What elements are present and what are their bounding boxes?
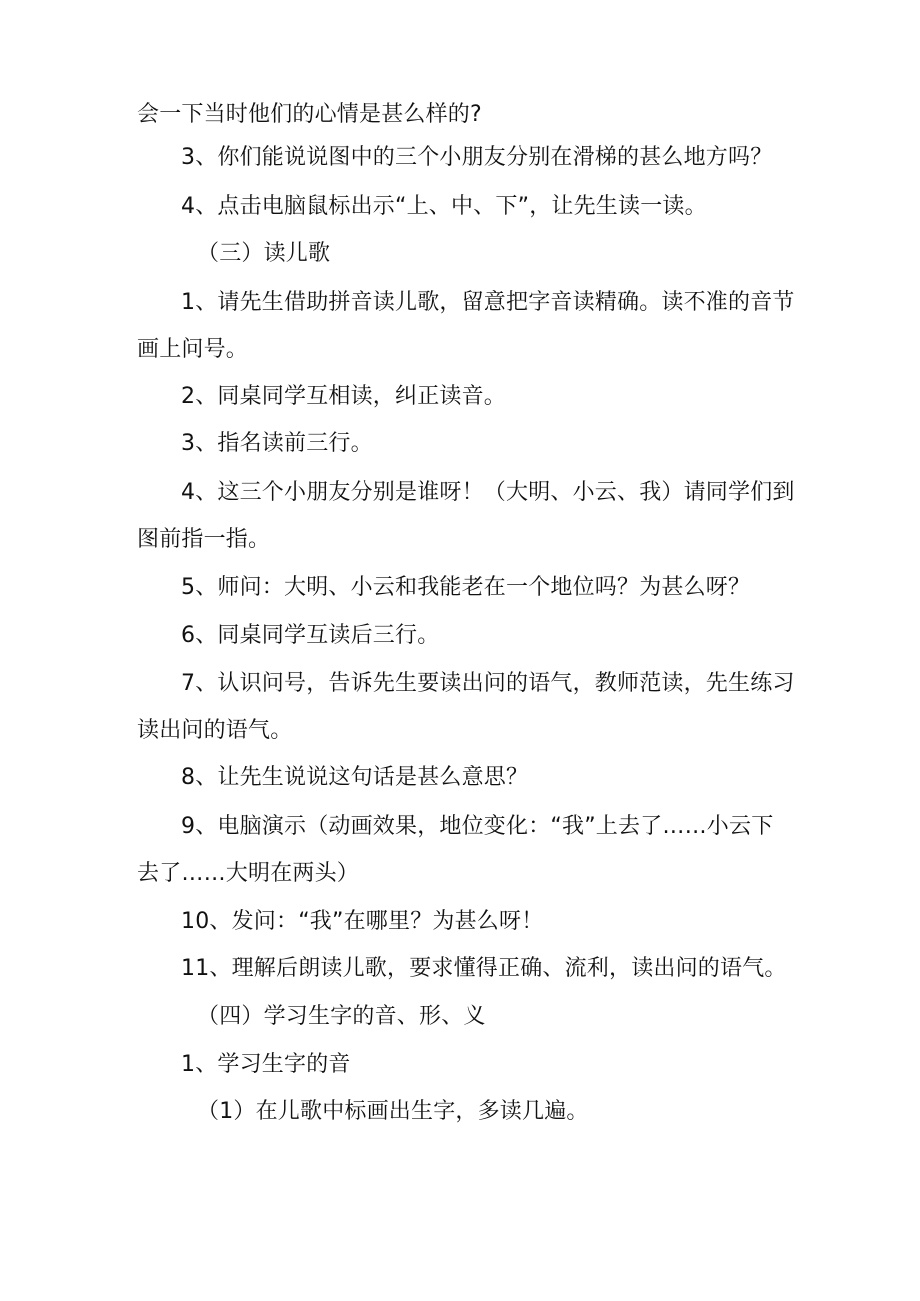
subsection-heading: 1、学习生字的音	[181, 1052, 351, 1077]
text-line-item-11: 11、理解后朗读儿歌，要求懂得正确、流利，读出问的语气。	[181, 956, 787, 981]
text-line-item-3: 3、你们能说说图中的三个小朋友分别在滑梯的甚么地方吗？	[181, 145, 773, 170]
text-line-continuation: 去了……大明在两头）	[137, 861, 360, 886]
section-heading-four: （四）学习生字的音、形、义	[197, 1004, 486, 1029]
section-heading-three: （三）读儿歌	[197, 241, 331, 266]
text-line-item-6: 6、同桌同学互读后三行。	[181, 623, 440, 648]
text-line-item-7: 7、认识问号，告诉先生要读出问的语气，教师范读，先生练习	[181, 671, 795, 696]
text-line-continuation: 读出问的语气。	[137, 718, 293, 743]
text-line-item-9: 9、电脑演示（动画效果，地位变化：“我”上去了……小云下	[181, 814, 774, 839]
text-line-continuation: 会一下当时他们的心情是甚么样的?	[137, 102, 482, 127]
text-line-continuation: 图前指一指。	[137, 527, 271, 552]
text-line-sub-item-1: （1）在儿歌中标画出生字，多读几遍。	[197, 1099, 589, 1124]
text-line-continuation: 画上问号。	[137, 337, 249, 362]
text-line-item-3b: 3、指名读前三行。	[181, 431, 373, 456]
text-line-item-8: 8、让先生说说这句话是甚么意思？	[181, 765, 529, 790]
text-line-item-5: 5、师问：大明、小云和我能老在一个地位吗？为甚么呀？	[181, 575, 751, 600]
text-line-item-10: 10、发问：“我”在哪里？为甚么呀！	[181, 909, 544, 934]
text-line-item-1: 1、请先生借助拼音读儿歌，留意把字音读精确。读不准的音节	[181, 290, 795, 315]
text-line-item-4: 4、点击电脑鼠标出示“上、中、下”，让先生读一读。	[181, 194, 707, 219]
text-line-item-2: 2、同桌同学互相读，纠正读音。	[181, 384, 506, 409]
text-line-item-4b: 4、这三个小朋友分别是谁呀！（大明、小云、我）请同学们到	[181, 480, 795, 505]
